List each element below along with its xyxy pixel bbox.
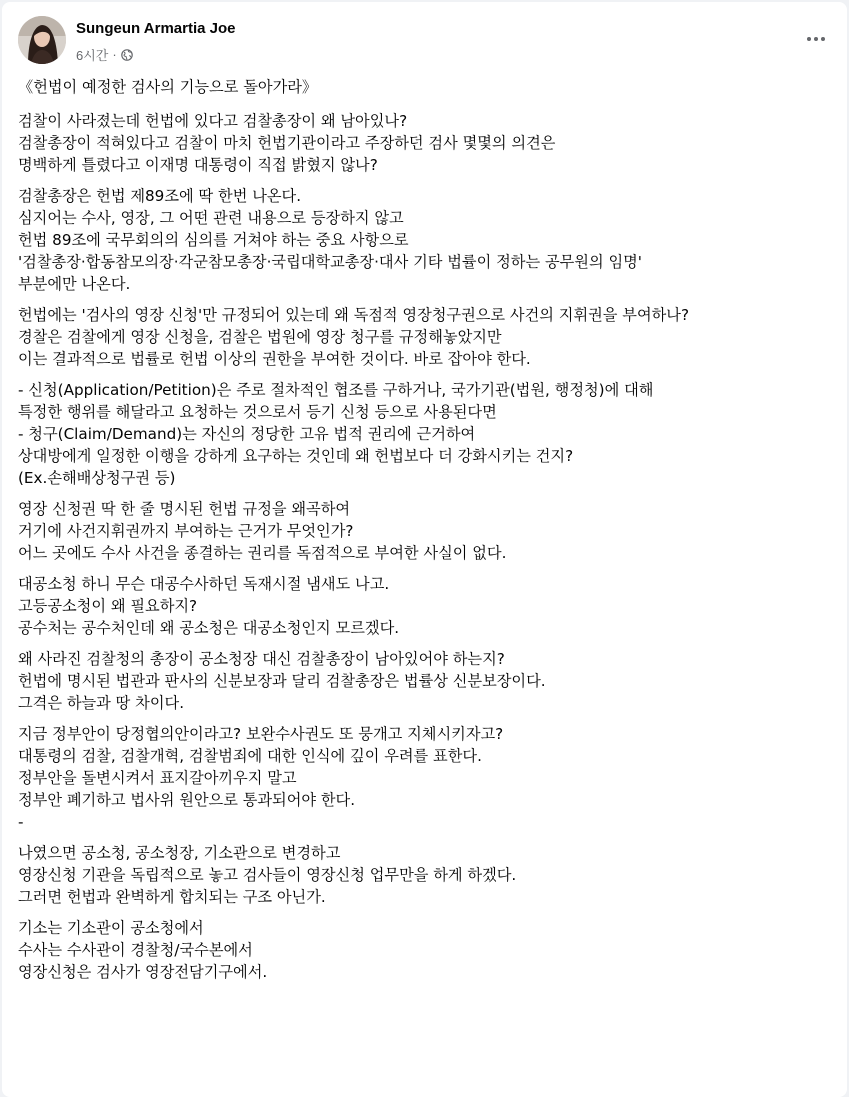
post-paragraph xyxy=(18,498,833,564)
text-line: 기소는 기소관이 공소청에서 xyxy=(18,919,204,937)
meta-separator: · xyxy=(112,47,117,62)
text-line: 검찰총장이 적혀있다고 검찰이 마치 헌법기관이라고 주장하던 검사 몇몇의 의견은 xyxy=(18,134,556,152)
text-line: 나였으면 공소청, 공소청장, 기소관으로 변경하고 xyxy=(18,844,341,862)
text-line: 고등공소청이 왜 필요하지? xyxy=(18,597,198,615)
post-paragraph xyxy=(18,573,833,639)
text-line: 그격은 하늘과 땅 차이다. xyxy=(18,694,185,712)
post-paragraphs xyxy=(18,110,833,983)
text-line: 헌법에는 '검사의 영장 신청'만 규정되어 있는데 왜 독점적 영장청구권으로 사건의 지휘권을 부여하나? xyxy=(18,306,690,324)
text-line: 정부안을 돌변시켜서 표지갈아끼우지 말고 xyxy=(18,769,297,787)
post-paragraph xyxy=(18,110,833,176)
text-line: - 신청(Application/Petition)은 주로 절차적인 협조를 구하거나, 국가기관(법원, 행정청)에 대해 xyxy=(18,381,654,399)
text-line: 왜 사라진 검찰청의 총장이 공소청장 대신 검찰총장이 남아있어야 하는지? xyxy=(18,650,505,668)
post-paragraph xyxy=(18,648,833,714)
post-meta xyxy=(76,45,133,64)
post-paragraph xyxy=(18,917,833,983)
avatar-image xyxy=(18,16,66,64)
post-header xyxy=(18,16,831,70)
post-paragraph xyxy=(18,185,833,295)
text-line: 부분에만 나온다. xyxy=(18,275,131,293)
avatar[interactable] xyxy=(18,16,66,64)
text-line: 영장신청은 검사가 영장전담기구에서. xyxy=(18,963,268,981)
author-name[interactable]: Sungeun Armartia Joe xyxy=(76,20,236,37)
text-line: 이는 결과적으로 법률로 헌법 이상의 권한을 부여한 것이다. 바로 잡아야 한다. xyxy=(18,350,531,368)
text-line: 영장신청 기관을 독립적으로 놓고 검사들이 영장신청 업무만을 하게 하겠다. xyxy=(18,866,517,884)
text-line: 그러면 헌법과 완벽하게 합치되는 구조 아닌가. xyxy=(18,888,326,906)
text-line: 수사는 수사관이 경찰청/국수본에서 xyxy=(18,941,253,959)
text-line: 대통령의 검찰, 검찰개혁, 검찰범죄에 대한 인식에 깊이 우려를 표한다. xyxy=(18,747,482,765)
text-line: 지금 정부안이 당정협의안이라고? 보완수사권도 또 뭉개고 지체시키자고? xyxy=(18,725,504,743)
text-line: '검찰총장·합동참모의장·각군참모총장·국립대학교총장·대사 기타 법률이 정하는 공무원의 임명' xyxy=(18,253,642,271)
globe-icon[interactable] xyxy=(121,49,133,61)
text-line: 대공소청 하니 무슨 대공수사하던 독재시절 냄새도 나고. xyxy=(18,575,390,593)
post-paragraph xyxy=(18,379,833,489)
text-line: 어느 곳에도 수사 사건을 종결하는 권리를 독점적으로 부여한 사실이 없다. xyxy=(18,544,507,562)
text-line: (Ex.손해배상청구권 등) xyxy=(18,469,176,487)
more-options-icon[interactable] xyxy=(801,24,831,54)
text-line: 상대방에게 일정한 이행을 강하게 요구하는 것인데 왜 헌법보다 더 강화시키는 건지? xyxy=(18,447,574,465)
text-line: 공수처는 공수처인데 왜 공소청은 대공소청인지 모르겠다. xyxy=(18,619,400,637)
post-time[interactable]: 6시간 xyxy=(76,48,109,63)
text-line: 경찰은 검찰에게 영장 신청을, 검찰은 법원에 영장 청구를 규정해놓았지만 xyxy=(18,328,502,346)
text-line: 정부안 폐기하고 법사위 원안으로 통과되어야 한다. xyxy=(18,791,356,809)
text-line: 헌법에 명시된 법관과 판사의 신분보장과 달리 검찰총장은 법률상 신분보장이다. xyxy=(18,672,546,690)
text-line: 헌법 89조에 국무회의의 심의를 거쳐야 하는 중요 사항으로 xyxy=(18,231,409,249)
post-paragraph xyxy=(18,723,833,833)
text-line: 심지어는 수사, 영장, 그 어떤 관련 내용으로 등장하지 않고 xyxy=(18,209,404,227)
post-paragraph xyxy=(18,304,833,370)
text-line: 거기에 사건지휘권까지 부여하는 근거가 무엇인가? xyxy=(18,522,354,540)
post-title: 《헌법이 예정한 검사의 기능으로 돌아가라》 xyxy=(18,78,318,96)
post-body xyxy=(18,76,833,992)
post-paragraph xyxy=(18,842,833,908)
text-line: 특정한 행위를 해달라고 요청하는 것으로서 등기 신청 등으로 사용된다면 xyxy=(18,403,497,421)
post-card xyxy=(2,2,847,1097)
text-line: 영장 신청권 딱 한 줄 명시된 헌법 규정을 왜곡하여 xyxy=(18,500,351,518)
text-line: - 청구(Claim/Demand)는 자신의 정당한 고유 법적 권리에 근거하여 xyxy=(18,425,476,443)
text-line: 검찰총장은 헌법 제89조에 딱 한번 나온다. xyxy=(18,187,302,205)
text-line: 명백하게 틀렸다고 이재명 대통령이 직접 밝혔지 않나? xyxy=(18,156,378,174)
text-line: 검찰이 사라졌는데 헌법에 있다고 검찰총장이 왜 남아있나? xyxy=(18,112,408,130)
text-line: - xyxy=(18,813,24,831)
